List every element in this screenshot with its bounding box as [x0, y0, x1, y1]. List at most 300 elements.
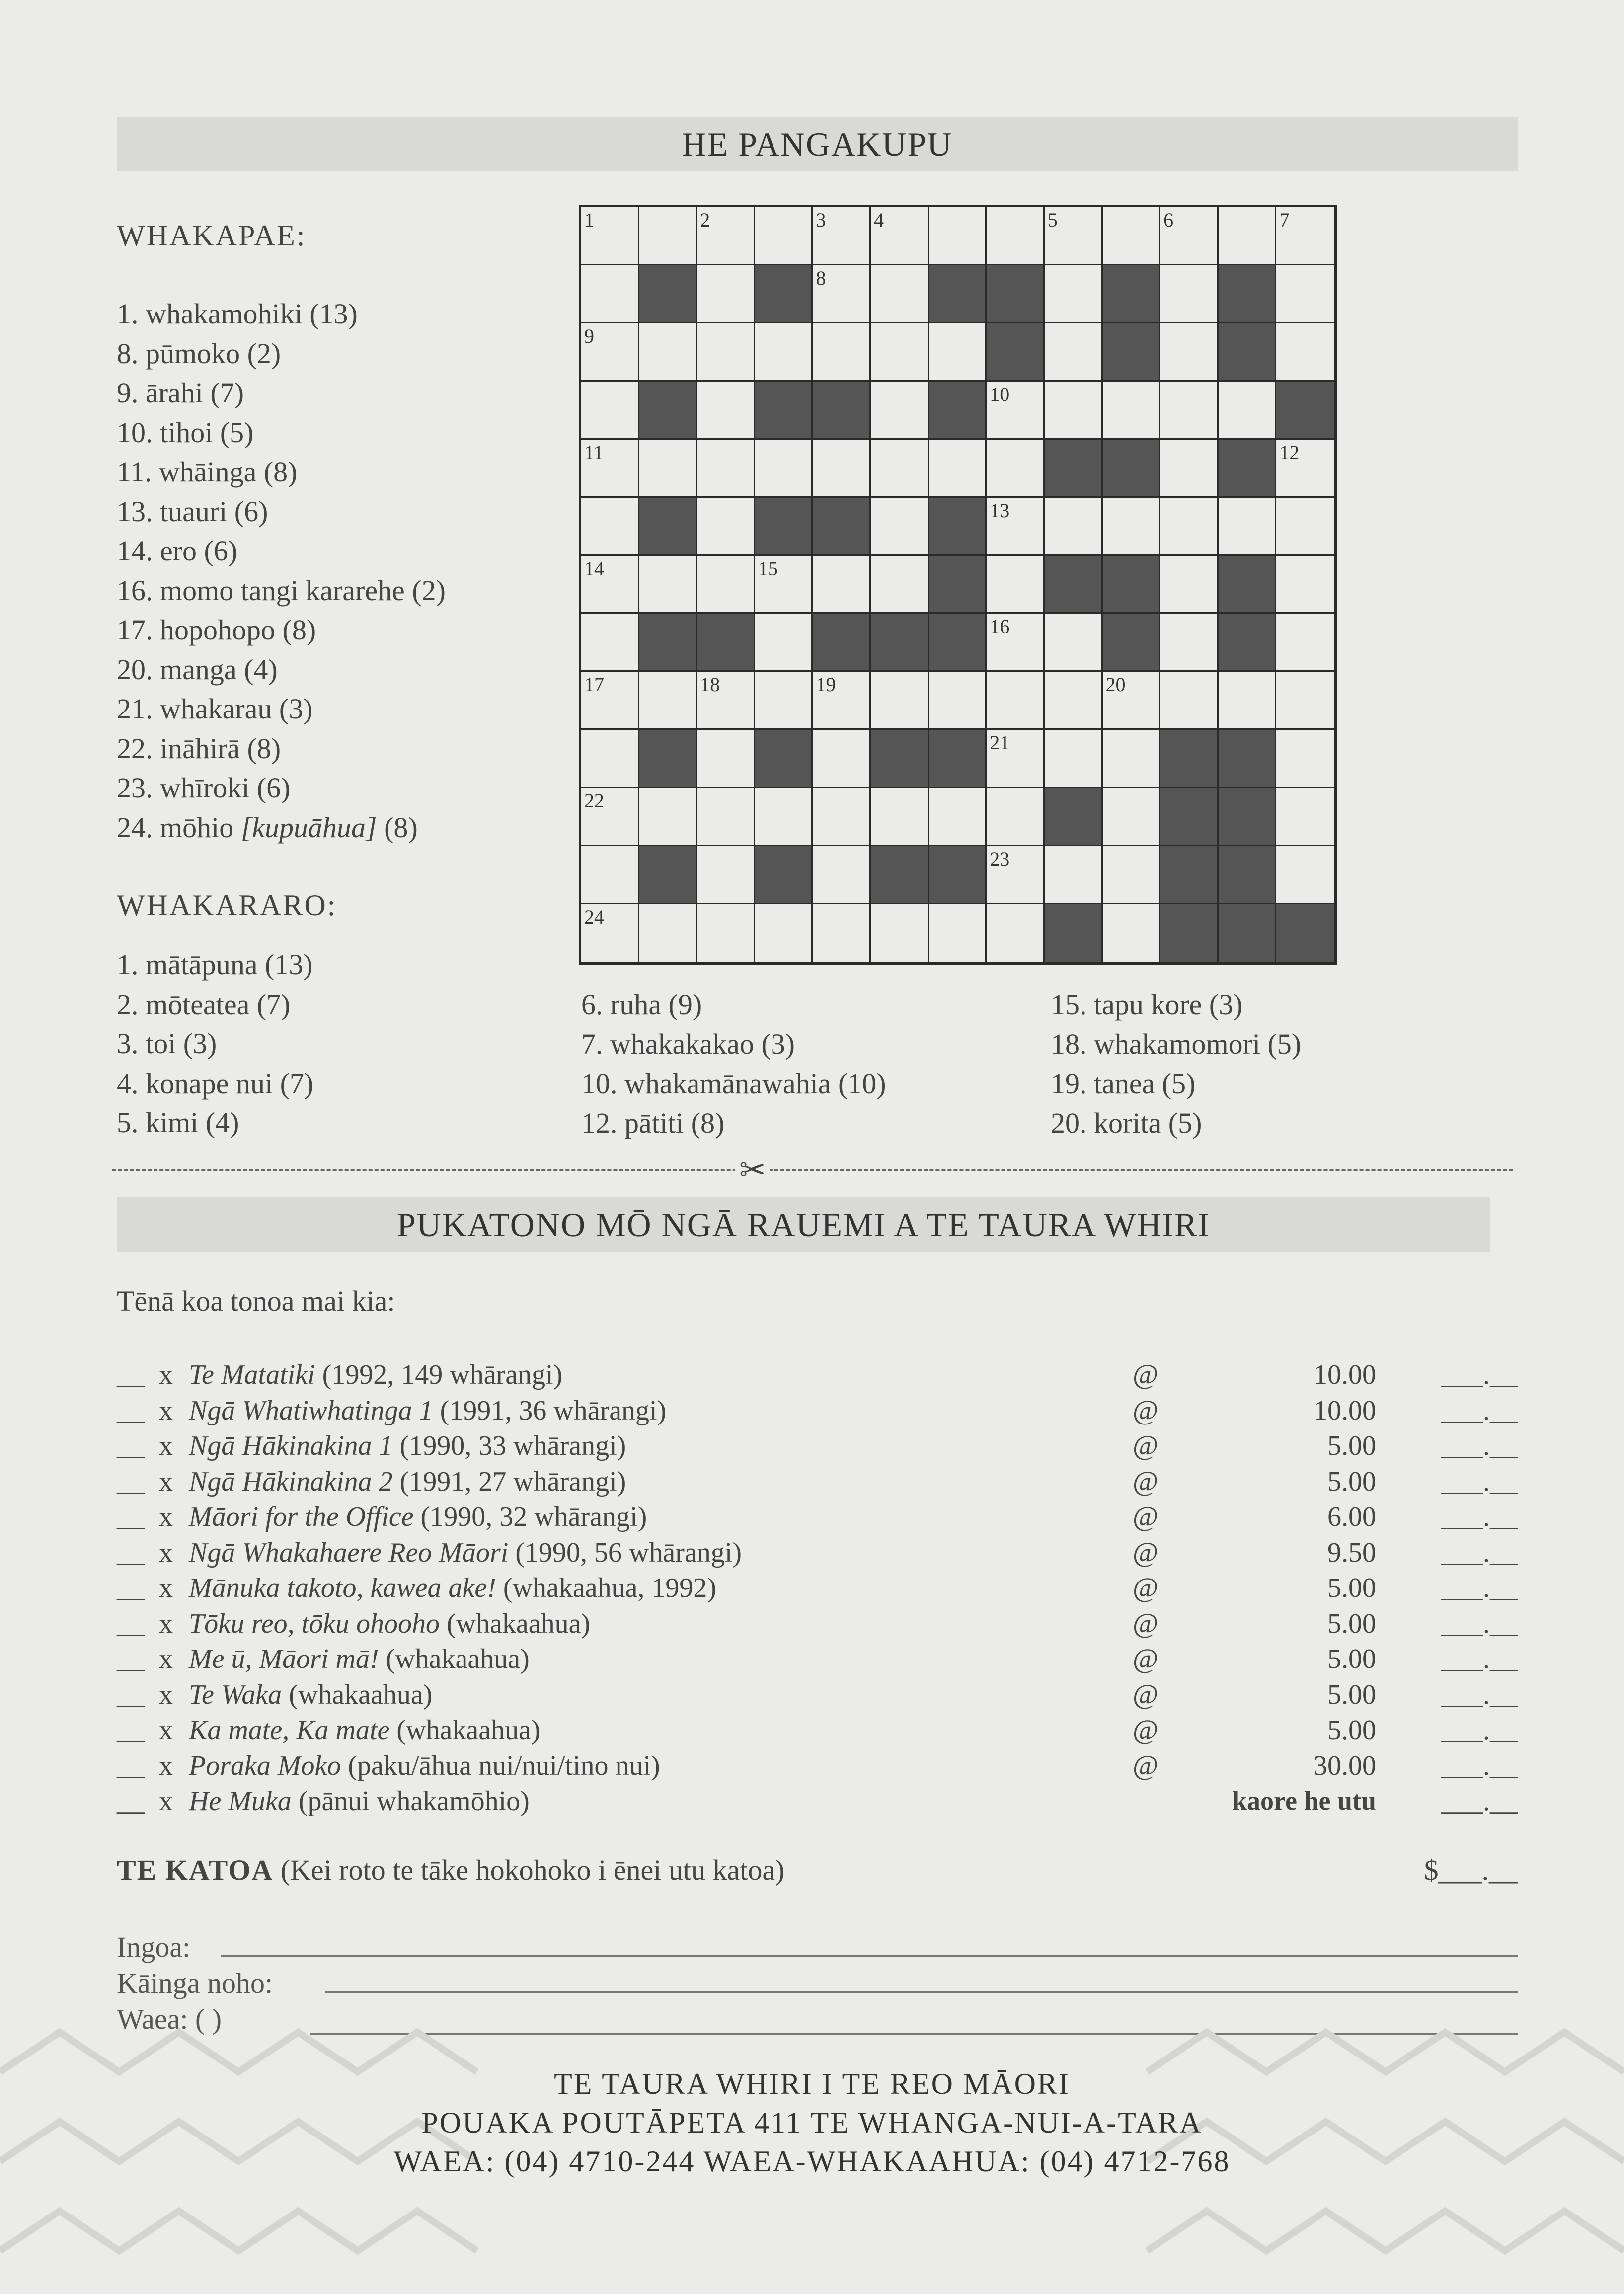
quantity-field[interactable]: __	[117, 1395, 145, 1426]
grid-cell[interactable]	[1103, 904, 1161, 962]
times-sign: x	[159, 1786, 173, 1817]
across-clue: 20. manga (4)	[117, 653, 278, 686]
cell-number: 7	[1279, 209, 1290, 231]
grid-block	[639, 265, 697, 323]
item-title	[189, 1466, 626, 1498]
name-field[interactable]	[221, 1955, 1518, 1957]
grid-cell[interactable]	[1045, 498, 1103, 556]
cut-line	[112, 1169, 1513, 1171]
times-sign: x	[159, 1644, 173, 1674]
line-total-field[interactable]: ___.__	[1441, 1644, 1518, 1674]
line-total-field[interactable]: ___.__	[1441, 1786, 1518, 1817]
grid-cell[interactable]	[581, 788, 639, 846]
item-title	[189, 1572, 716, 1604]
down-clues-column-1	[117, 945, 313, 1143]
grid-block	[1103, 440, 1161, 498]
down-clue: 15. tapu kore (3)	[1051, 988, 1243, 1021]
grid-cell[interactable]	[755, 556, 813, 614]
cell-number: 5	[1047, 209, 1058, 231]
down-clue: 5. kimi (4)	[117, 1107, 239, 1139]
grid-cell[interactable]	[639, 672, 697, 730]
order-item-row	[117, 1679, 1518, 1715]
address-field[interactable]	[325, 1991, 1518, 1993]
grid-cell[interactable]	[697, 730, 755, 788]
cell-number: 19	[816, 673, 836, 696]
clue-text: (8)	[377, 811, 418, 844]
crossword-grid[interactable]	[579, 205, 1337, 965]
grid-cell[interactable]	[987, 730, 1045, 788]
grid-cell[interactable]	[581, 207, 639, 265]
item-price: 10.00	[1314, 1359, 1376, 1390]
grid-block	[1219, 440, 1277, 498]
item-details: (1992, 149 whārangi)	[315, 1359, 563, 1390]
item-price: 9.50	[1327, 1537, 1376, 1568]
total-label: TE KATOA	[117, 1854, 274, 1886]
at-sign: @	[1133, 1502, 1159, 1532]
cell-number: 23	[990, 848, 1010, 870]
cell-number: 12	[1279, 441, 1300, 464]
cell-number: 17	[584, 673, 604, 696]
item-price: 5.00	[1327, 1644, 1376, 1674]
item-title	[189, 1395, 666, 1426]
across-clue: 23. whīroki (6)	[117, 772, 291, 804]
grid-cell[interactable]	[1219, 382, 1277, 440]
grid-block	[1045, 904, 1103, 962]
grid-cell[interactable]	[813, 265, 871, 323]
across-clue: 10. tihoi (5)	[117, 416, 254, 449]
cell-number: 1	[584, 209, 594, 231]
across-clue: 11. whāinga (8)	[117, 456, 298, 488]
grid-cell[interactable]	[639, 788, 697, 846]
grid-cell[interactable]	[755, 323, 813, 382]
at-sign: @	[1133, 1644, 1159, 1674]
item-name: Me ū, Māori mā!	[189, 1644, 379, 1674]
grid-cell[interactable]	[871, 904, 929, 962]
order-item-row	[117, 1466, 1518, 1502]
item-details: (paku/āhua nui/nui/tino nui)	[341, 1750, 660, 1781]
quantity-field[interactable]: __	[117, 1359, 145, 1390]
grid-cell[interactable]	[929, 672, 987, 730]
grid-block	[813, 498, 871, 556]
grid-block	[871, 846, 929, 904]
down-clues-column-3	[1051, 985, 1301, 1143]
line-total-field[interactable]: ___.__	[1441, 1679, 1518, 1710]
item-name: Poraka Moko	[189, 1750, 341, 1781]
order-item-row	[117, 1501, 1518, 1537]
grid-cell[interactable]	[813, 440, 871, 498]
cell-number: 21	[990, 731, 1010, 754]
down-clue: 1. mātāpuna (13)	[117, 949, 313, 981]
grid-cell[interactable]	[755, 788, 813, 846]
cell-number: 20	[1105, 673, 1126, 696]
item-price: 5.00	[1327, 1466, 1376, 1497]
grid-cell[interactable]	[1160, 440, 1219, 498]
grid-cell[interactable]	[871, 440, 929, 498]
grid-cell[interactable]	[1276, 846, 1334, 904]
grid-cell[interactable]	[581, 440, 639, 498]
grid-block	[697, 614, 755, 672]
item-details: (pānui whakamōhio)	[291, 1786, 530, 1817]
footer	[0, 2012, 1624, 2294]
quantity-field[interactable]: __	[117, 1430, 145, 1461]
grid-cell[interactable]	[813, 207, 871, 265]
grid-cell[interactable]	[987, 556, 1045, 614]
item-price: 6.00	[1327, 1502, 1376, 1532]
grid-cell[interactable]	[1103, 788, 1161, 846]
cell-number: 9	[584, 324, 594, 347]
grid-cell[interactable]	[1045, 730, 1103, 788]
quantity-field[interactable]: __	[117, 1786, 145, 1817]
grid-block	[1219, 556, 1277, 614]
grid-block	[1219, 730, 1277, 788]
order-item-row	[117, 1537, 1518, 1573]
item-details: (whakaahua)	[282, 1679, 433, 1710]
at-sign: @	[1133, 1715, 1159, 1745]
grid-block	[1045, 556, 1103, 614]
item-price: 5.00	[1327, 1715, 1376, 1745]
grid-block	[813, 614, 871, 672]
grid-cell[interactable]	[929, 440, 987, 498]
grid-cell[interactable]	[1103, 730, 1161, 788]
cell-number: 14	[584, 557, 604, 580]
grid-cell[interactable]	[697, 265, 755, 323]
grid-cell[interactable]	[1103, 498, 1161, 556]
grid-block	[929, 498, 987, 556]
down-clue: 7. whakakakao (3)	[581, 1028, 795, 1060]
item-price: 5.00	[1327, 1430, 1376, 1461]
order-item-row	[117, 1572, 1518, 1608]
grid-cell[interactable]	[1219, 672, 1277, 730]
grid-cell[interactable]	[1276, 672, 1334, 730]
line-total-field[interactable]: ___.__	[1441, 1750, 1518, 1781]
grid-block	[1160, 788, 1219, 846]
grid-cell[interactable]	[987, 904, 1045, 962]
grid-block	[987, 265, 1045, 323]
grid-block	[639, 846, 697, 904]
grid-cell[interactable]	[987, 846, 1045, 904]
grid-cell[interactable]	[929, 788, 987, 846]
grid-block	[929, 730, 987, 788]
across-clue: 21. whakarau (3)	[117, 693, 313, 725]
down-heading: WHAKARARO:	[117, 889, 337, 922]
line-total-field[interactable]: ___.__	[1441, 1573, 1518, 1603]
grid-cell[interactable]	[1045, 846, 1103, 904]
order-item-row	[117, 1395, 1518, 1430]
grid-cell[interactable]	[929, 904, 987, 962]
quantity-field[interactable]: __	[117, 1573, 145, 1603]
grid-cell[interactable]	[697, 556, 755, 614]
grid-cell[interactable]	[1045, 207, 1103, 265]
grid-cell[interactable]	[1276, 323, 1334, 382]
grid-block	[1160, 846, 1219, 904]
item-price: 30.00	[1314, 1750, 1376, 1781]
grid-cell[interactable]	[581, 498, 639, 556]
grid-cell[interactable]	[1160, 498, 1219, 556]
order-item-row	[117, 1714, 1518, 1750]
item-details: (1990, 33 whārangi)	[392, 1430, 626, 1461]
grid-cell[interactable]	[755, 672, 813, 730]
grid-cell[interactable]	[1103, 672, 1161, 730]
grid-cell[interactable]	[755, 207, 813, 265]
footer-phones: WAEA: (04) 4710-244 WAEA-WHAKAAHUA: (04) 4712-768	[393, 2145, 1231, 2178]
grid-cell[interactable]	[697, 382, 755, 440]
item-title	[189, 1430, 626, 1462]
grid-cell[interactable]	[1160, 672, 1219, 730]
down-clue: 3. toi (3)	[117, 1028, 217, 1060]
at-sign: @	[1133, 1679, 1159, 1710]
grid-block	[871, 614, 929, 672]
item-price: 5.00	[1327, 1679, 1376, 1710]
grid-cell[interactable]	[813, 846, 871, 904]
item-title	[189, 1537, 742, 1569]
grid-block	[929, 556, 987, 614]
item-title	[189, 1714, 541, 1746]
cell-number: 24	[584, 906, 604, 929]
grid-cell[interactable]	[581, 730, 639, 788]
grid-cell[interactable]	[1103, 382, 1161, 440]
at-sign: @	[1133, 1359, 1159, 1390]
times-sign: x	[159, 1750, 173, 1781]
quantity-field[interactable]: __	[117, 1502, 145, 1532]
times-sign: x	[159, 1679, 173, 1710]
line-total-field[interactable]: ___.__	[1441, 1608, 1518, 1639]
grid-cell[interactable]	[755, 614, 813, 672]
order-item-row	[117, 1608, 1518, 1644]
line-total-field[interactable]: ___.__	[1441, 1715, 1518, 1745]
line-total-field[interactable]: ___.__	[1441, 1395, 1518, 1426]
across-clue: 13. tuauri (6)	[117, 495, 268, 528]
grid-block	[1276, 382, 1334, 440]
grid-cell[interactable]	[987, 788, 1045, 846]
footer-address: POUAKA POUTĀPETA 411 TE WHANGA-NUI-A-TARA	[421, 2106, 1203, 2139]
down-clue: 20. korita (5)	[1051, 1107, 1202, 1139]
across-clue: 14. ero (6)	[117, 535, 238, 567]
grid-cell[interactable]	[871, 498, 929, 556]
cell-number: 16	[990, 615, 1010, 638]
grid-cell[interactable]	[697, 440, 755, 498]
cell-number: 13	[990, 499, 1010, 522]
scissors-icon: ✂	[735, 1152, 770, 1188]
grid-cell[interactable]	[813, 672, 871, 730]
grid-cell[interactable]	[581, 556, 639, 614]
grid-cell[interactable]	[1160, 265, 1219, 323]
grid-cell[interactable]	[1276, 730, 1334, 788]
at-sign: @	[1133, 1608, 1159, 1639]
grid-cell[interactable]	[813, 556, 871, 614]
item-price: 10.00	[1314, 1395, 1376, 1426]
grid-cell[interactable]	[1045, 265, 1103, 323]
clue-text: 24. mōhio	[117, 811, 241, 844]
grid-cell[interactable]	[813, 788, 871, 846]
item-title	[189, 1359, 562, 1391]
quantity-field[interactable]: __	[117, 1466, 145, 1497]
grid-block	[1045, 788, 1103, 846]
item-title	[189, 1501, 647, 1533]
grid-block	[639, 498, 697, 556]
grid-cell[interactable]	[871, 265, 929, 323]
grid-cell[interactable]	[1103, 846, 1161, 904]
address-label: Kāinga noho:	[117, 1967, 273, 1999]
times-sign: x	[159, 1608, 173, 1639]
quantity-field[interactable]: __	[117, 1537, 145, 1568]
times-sign: x	[159, 1395, 173, 1426]
grid-cell[interactable]	[1276, 556, 1334, 614]
grid-cell[interactable]	[1276, 498, 1334, 556]
grid-cell[interactable]	[871, 323, 929, 382]
line-total-field[interactable]: ___.__	[1441, 1430, 1518, 1461]
grid-cell[interactable]	[1045, 614, 1103, 672]
grid-block	[871, 730, 929, 788]
grid-block	[987, 323, 1045, 382]
grid-cell[interactable]	[987, 498, 1045, 556]
total-row	[117, 1853, 1518, 1887]
grid-cell[interactable]	[871, 207, 929, 265]
grid-cell[interactable]	[1045, 672, 1103, 730]
grid-cell[interactable]	[871, 382, 929, 440]
grid-block	[755, 498, 813, 556]
item-details: (whakaahua)	[439, 1608, 591, 1639]
grid-cell[interactable]	[697, 498, 755, 556]
grid-cell[interactable]	[929, 323, 987, 382]
quantity-field[interactable]: __	[117, 1750, 145, 1781]
down-clue: 6. ruha (9)	[581, 988, 702, 1021]
order-intro: Tēnā koa tonoa mai kia:	[117, 1285, 395, 1317]
across-clue: 17. hopohopo (8)	[117, 614, 316, 646]
cell-number: 2	[700, 209, 710, 231]
grid-block	[755, 730, 813, 788]
quantity-field[interactable]: __	[117, 1644, 145, 1674]
grid-cell[interactable]	[871, 672, 929, 730]
item-details: (1991, 27 whārangi)	[392, 1466, 626, 1497]
grid-cell[interactable]	[1045, 382, 1103, 440]
grid-cell[interactable]	[813, 323, 871, 382]
grid-cell[interactable]	[1103, 207, 1161, 265]
grid-cell[interactable]	[1160, 207, 1219, 265]
grid-block	[929, 614, 987, 672]
grid-cell[interactable]	[1045, 323, 1103, 382]
grid-cell[interactable]	[639, 207, 697, 265]
item-details: (1990, 56 whārangi)	[508, 1537, 742, 1568]
total-amount-field[interactable]: $___.__	[1424, 1854, 1518, 1886]
times-sign: x	[159, 1359, 173, 1390]
grid-cell[interactable]	[581, 323, 639, 382]
grid-block	[1219, 323, 1277, 382]
grid-cell[interactable]	[697, 323, 755, 382]
item-name: Tōku reo, tōku ohooho	[189, 1608, 440, 1639]
grid-cell[interactable]	[871, 788, 929, 846]
grid-block	[813, 382, 871, 440]
line-total-field[interactable]: ___.__	[1441, 1359, 1518, 1390]
grid-block	[1103, 323, 1161, 382]
cell-number: 3	[816, 209, 826, 231]
grid-cell[interactable]	[639, 440, 697, 498]
grid-cell[interactable]	[639, 904, 697, 962]
grid-cell[interactable]	[581, 846, 639, 904]
item-title	[189, 1750, 660, 1782]
grid-cell[interactable]	[987, 672, 1045, 730]
down-clue: 10. whakamānawahia (10)	[581, 1067, 886, 1100]
line-total-field[interactable]: ___.__	[1441, 1537, 1518, 1568]
grid-cell[interactable]	[639, 323, 697, 382]
name-label: Ingoa:	[117, 1931, 191, 1963]
grid-cell[interactable]	[697, 207, 755, 265]
down-clue: 2. mōteatea (7)	[117, 988, 291, 1021]
grid-cell[interactable]	[987, 382, 1045, 440]
grid-cell[interactable]	[581, 904, 639, 962]
quantity-field[interactable]: __	[117, 1608, 145, 1639]
across-clue: 8. pūmoko (2)	[117, 337, 281, 370]
across-heading: WHAKAPAE:	[117, 219, 307, 252]
times-sign: x	[159, 1430, 173, 1461]
quantity-field[interactable]: __	[117, 1715, 145, 1745]
grid-cell[interactable]	[813, 904, 871, 962]
grid-cell[interactable]	[755, 904, 813, 962]
grid-cell[interactable]	[1160, 323, 1219, 382]
grid-cell[interactable]	[639, 556, 697, 614]
grid-cell[interactable]	[871, 556, 929, 614]
item-price: 5.00	[1327, 1608, 1376, 1639]
grid-block	[1219, 614, 1277, 672]
grid-cell[interactable]	[1276, 207, 1334, 265]
grid-cell[interactable]	[1160, 614, 1219, 672]
grid-cell[interactable]	[1160, 556, 1219, 614]
line-total-field[interactable]: ___.__	[1441, 1502, 1518, 1532]
grid-cell[interactable]	[697, 672, 755, 730]
item-name: Māori for the Office	[189, 1502, 414, 1532]
grid-cell[interactable]	[1276, 440, 1334, 498]
grid-cell[interactable]	[1276, 265, 1334, 323]
grid-cell[interactable]	[1276, 788, 1334, 846]
item-name: Te Waka	[189, 1679, 282, 1710]
down-clue: 12. pātiti (8)	[581, 1107, 725, 1139]
grid-cell[interactable]	[1276, 614, 1334, 672]
grid-cell[interactable]	[987, 614, 1045, 672]
grid-cell[interactable]	[987, 207, 1045, 265]
item-name: Te Matatiki	[189, 1359, 315, 1390]
grid-cell[interactable]	[929, 207, 987, 265]
quantity-field[interactable]: __	[117, 1679, 145, 1710]
grid-cell[interactable]	[581, 614, 639, 672]
across-clues	[117, 294, 446, 847]
phone-label: Waea: ( )	[117, 2003, 222, 2035]
grid-cell[interactable]	[1219, 498, 1277, 556]
down-clue: 19. tanea (5)	[1051, 1067, 1196, 1100]
item-details: (whakaahua)	[389, 1715, 541, 1745]
cell-number: 18	[700, 673, 720, 696]
grid-cell[interactable]	[1219, 207, 1277, 265]
grid-block	[639, 614, 697, 672]
order-item-row	[117, 1643, 1518, 1679]
clue-italic-text: [kupuāhua]	[240, 811, 377, 844]
across-clue: 9. ārahi (7)	[117, 377, 244, 409]
times-sign: x	[159, 1537, 173, 1568]
at-sign: @	[1133, 1750, 1159, 1781]
item-price: kaore he utu	[1232, 1786, 1376, 1816]
grid-block	[755, 382, 813, 440]
grid-cell[interactable]	[697, 788, 755, 846]
grid-cell[interactable]	[697, 904, 755, 962]
grid-cell[interactable]	[1160, 382, 1219, 440]
grid-cell[interactable]	[697, 846, 755, 904]
line-total-field[interactable]: ___.__	[1441, 1466, 1518, 1497]
grid-cell[interactable]	[581, 672, 639, 730]
grid-block	[929, 382, 987, 440]
grid-cell[interactable]	[581, 265, 639, 323]
grid-cell[interactable]	[987, 440, 1045, 498]
grid-cell[interactable]	[755, 440, 813, 498]
grid-cell[interactable]	[813, 730, 871, 788]
grid-cell[interactable]	[581, 382, 639, 440]
